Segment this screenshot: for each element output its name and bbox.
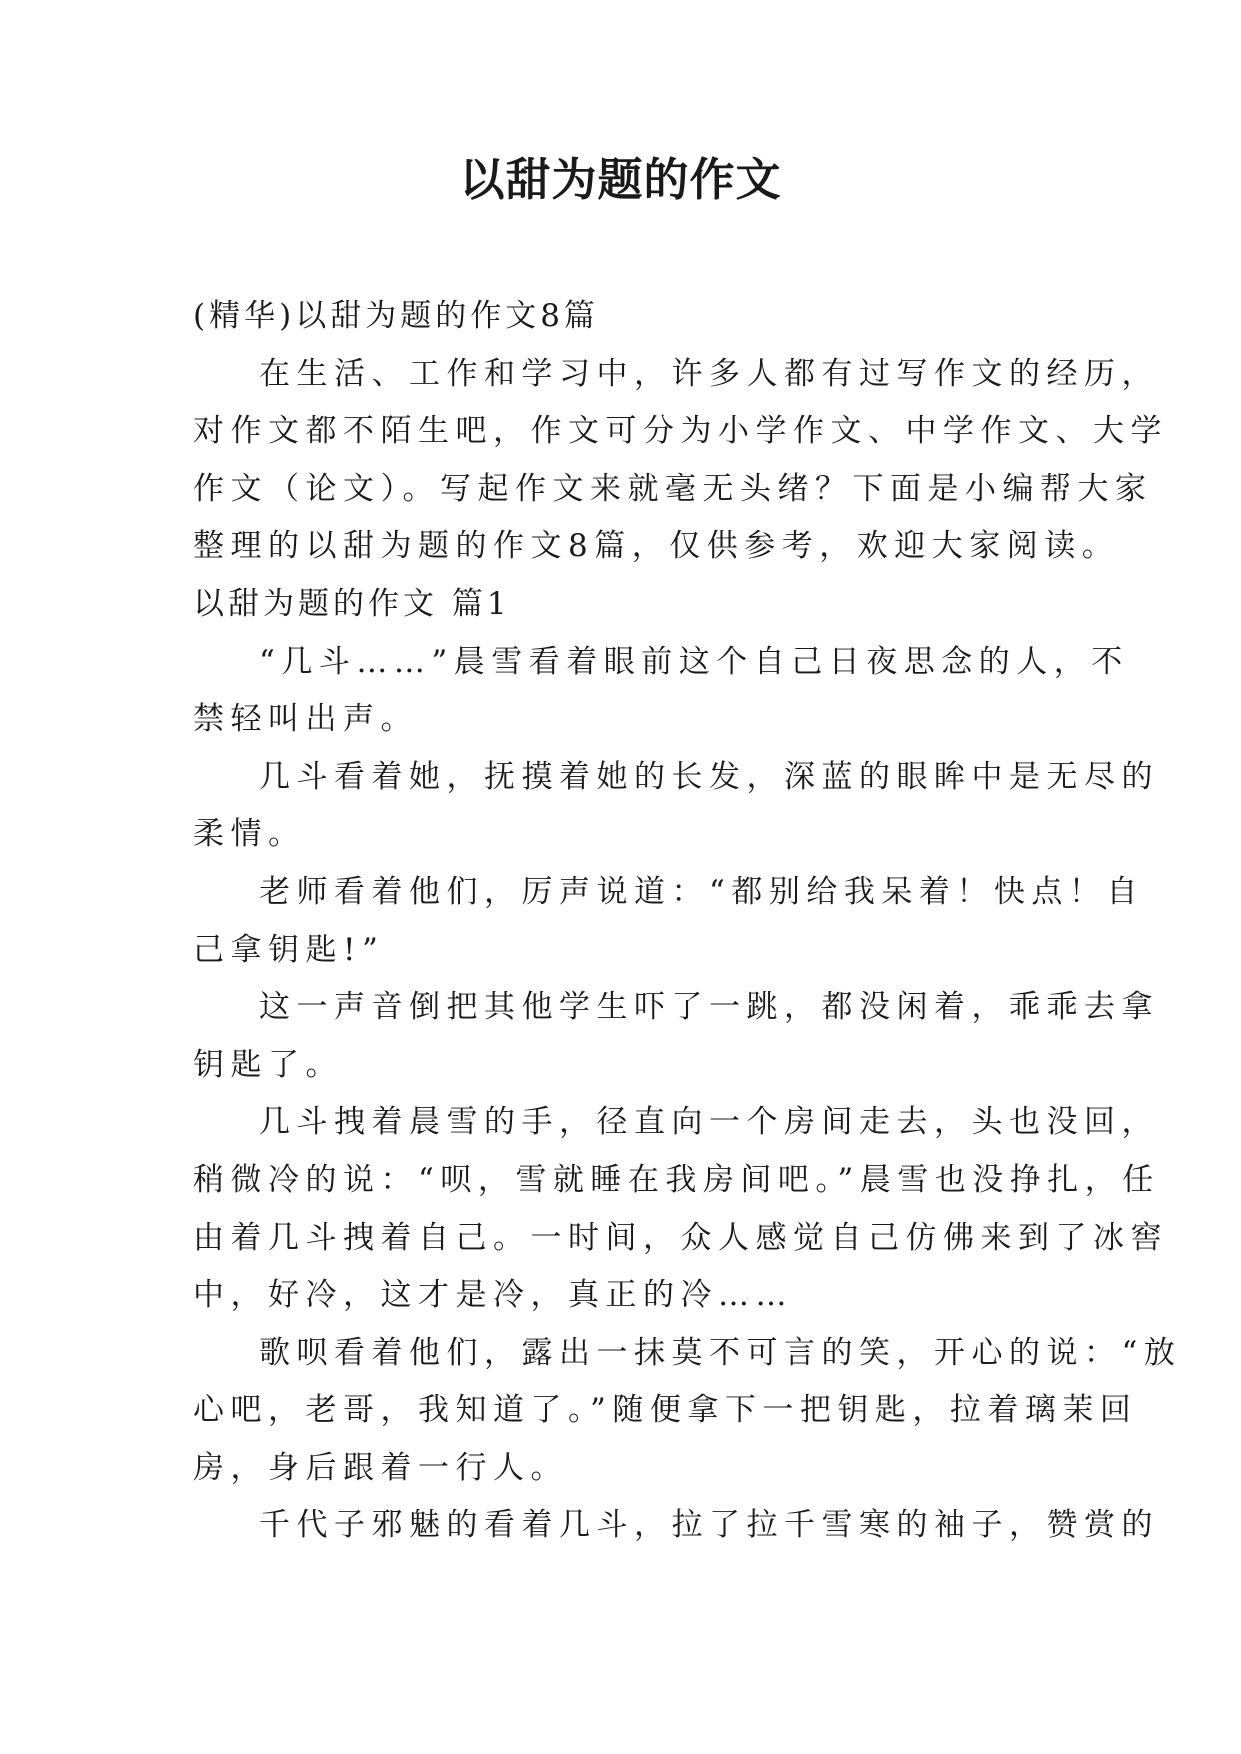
paragraph-line: 钥匙了。 — [193, 1046, 343, 1083]
paragraph-line: 柔情。 — [193, 816, 306, 853]
paragraph-line: 几斗看着她，抚摸着她的长发，深蓝的眼眸中是无尽的 — [259, 758, 1159, 795]
paragraph-line: 整理的以甜为题的作文8篇，仅供参考，欢迎大家阅读。 — [193, 528, 1120, 565]
paragraph-line: 作文（论文）。写起作文来就毫无头绪？下面是小编帮大家 — [193, 470, 1153, 507]
subtitle-line: (精华)以甜为题的作文8篇 — [193, 298, 599, 334]
paragraph-line: 禁轻叫出声。 — [193, 701, 418, 738]
document-body — [193, 288, 1182, 1555]
section-heading: 以甜为题的作文 篇1 — [193, 585, 511, 622]
paragraph-line: 由着几斗拽着自己。一时间，众人感觉自己仿佛来到了冰窖 — [193, 1219, 1168, 1256]
paragraph-line: 歌呗看着他们，露出一抹莫不可言的笑，开心的说：“放 — [259, 1334, 1182, 1371]
paragraph-line: 千代子邪魅的看着几斗，拉了拉千雪寒的袖子，赞赏的 — [259, 1507, 1159, 1544]
document-title: 以甜为题的作文 — [459, 153, 782, 206]
paragraph-line: 在生活、工作和学习中，许多人都有过写作文的经历， — [259, 355, 1159, 392]
paragraph-line: 心吧，老哥，我知道了。”随便拿下一把钥匙，拉着璃茉回 — [193, 1392, 1138, 1429]
paragraph-line: “几斗……”晨雪看着眼前这个自己日夜思念的人，不 — [259, 643, 1129, 680]
paragraph-line: 己拿钥匙!” — [193, 931, 385, 968]
paragraph-line: 对作文都不陌生吧，作文可分为小学作文、中学作文、大学 — [193, 413, 1168, 450]
paragraph-line: 几斗拽着晨雪的手，径直向一个房间走去，头也没回， — [259, 1104, 1159, 1141]
paragraph-line: 老师看着他们，厉声说道：“都别给我呆着！快点！自 — [259, 873, 1144, 910]
paragraph-line: 房，身后跟着一行人。 — [193, 1449, 568, 1486]
paragraph-line: 这一声音倒把其他学生吓了一跳，都没闲着，乖乖去拿 — [259, 989, 1159, 1026]
paragraph-line: 稍微冷的说：“呗，雪就睡在我房间吧。”晨雪也没挣扎，任 — [193, 1161, 1160, 1198]
paragraph-line: 中，好冷，这才是冷，真正的冷…… — [193, 1277, 793, 1314]
